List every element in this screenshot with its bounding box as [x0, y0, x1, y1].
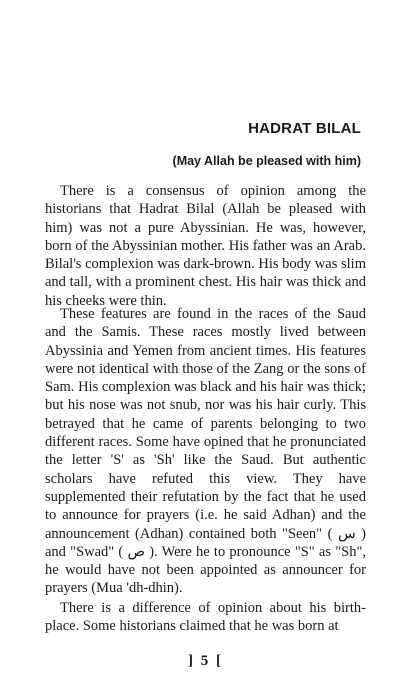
paragraph-text: There is a consensus of opinion among the historians that Hadrat Bilal (Allah be pleased with him) was not a pure Abyssinian. He was, however, born of the Abyssinian mother. His father was an Arab. Bilal's complexion was dark-brown. His body was slim and tall, with a prominent chest. His hair was thick and his cheeks were thin. [45, 183, 366, 309]
chapter-title: HADRAT BILAL [248, 120, 361, 137]
paragraph-3 [45, 599, 366, 636]
paragraph-2 [45, 305, 366, 598]
paragraph-1 [45, 182, 366, 310]
paragraph-text: These features are found in the races of the Saud and the Samis. These races mostly lived between Abyssinia and Yemen from ancient times. His features were not identical with those of the Zang or the sons of Sam. His complexion was black and his hair was thick; but his nose was not snub, nor was his hair curly. This betrayed that he came of parents belonging to two different races. Some have opined that he pronunciated the letter 'S' as 'Sh' like the Saud. But authentic scholars have refuted this view. They have supplemented their refutation by the fact that he used to announce for prayers (i.e. he said Adhan) and the announcement (Adhan) contained both "Seen" ( س ) and "Swad" ( ص ). Were he to pronounce "S" as "Sh", he would have not been appointed as announcer for prayers (Mua 'dh-dhin). [45, 306, 366, 597]
page-number: ] 5 [ [188, 653, 223, 669]
paragraph-text: There is a difference of opinion about his birth-place. Some historians claimed that he was born at [45, 600, 366, 635]
chapter-subtitle: (May Allah be pleased with him) [172, 154, 361, 168]
